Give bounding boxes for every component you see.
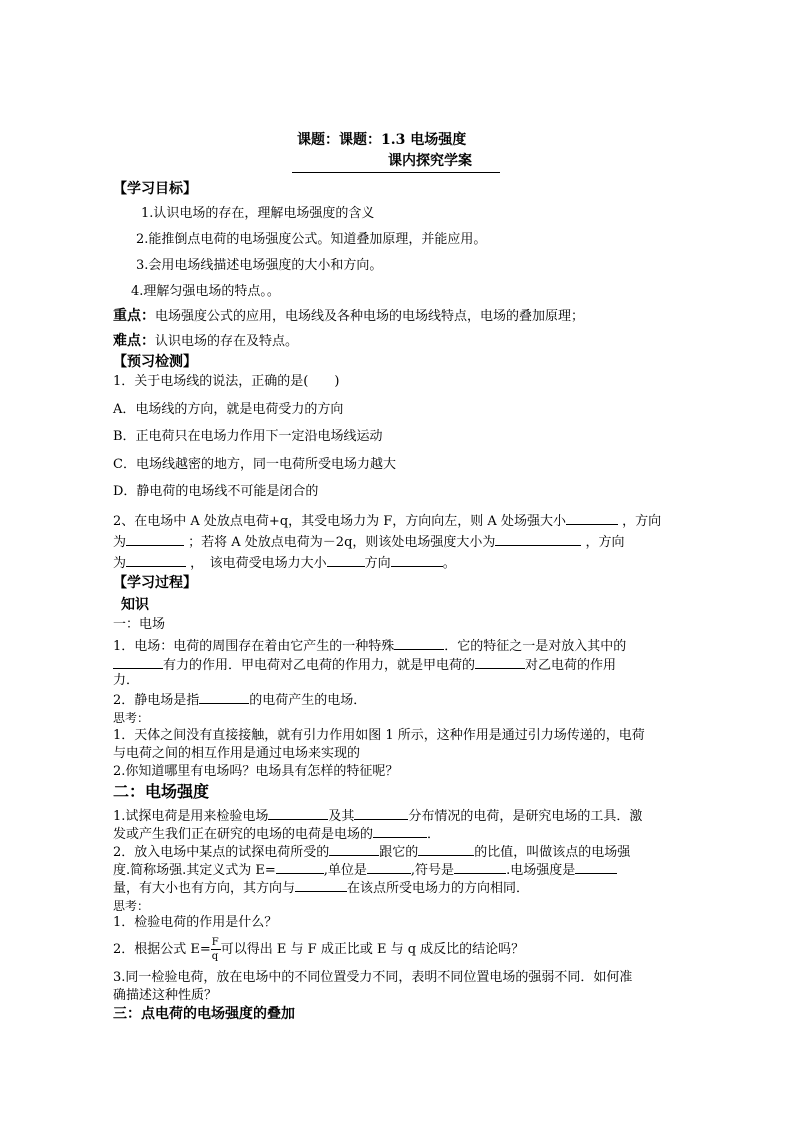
q2-text: ， 该电荷受电场力大小 <box>190 556 327 571</box>
s2-text: ,符号是 <box>410 863 455 878</box>
s2-text: 可以得出 E 与 F 成正比或 E 与 q 成反比的结论吗？ <box>220 942 525 957</box>
q2-text: 2、在电场中 A 处放点电荷+q，其受电场力为 F，方向向左，则 A 处场强大小 <box>113 514 566 529</box>
s1-text: 对乙电荷的作用 <box>525 658 617 673</box>
goal-item: 4.理解匀强电场的特点。。 <box>131 284 280 299</box>
answer-blank[interactable] <box>394 637 444 650</box>
difficulty-text: 认识电场的存在及特点。 <box>155 334 299 349</box>
answer-blank[interactable] <box>373 825 427 838</box>
answer-blank[interactable] <box>454 861 506 874</box>
q2-text: 为 <box>113 535 127 550</box>
section-3-title: 三：点电荷的电场强度的叠加 <box>113 1006 295 1022</box>
s2-text: 发或产生我们正在研究的电场的电荷是电场的 <box>113 827 374 842</box>
s2-text: ． <box>427 827 441 842</box>
s2-text: 1.试探电荷是用来检验电场 <box>113 809 269 824</box>
key-point <box>113 308 584 325</box>
s2-think-3: 3.同一检验电荷，放在电场中的不同位置受力不同，表明不同位置电场的强弱不同．如何准 <box>113 970 633 985</box>
option-a: A．电场线的方向，就是电荷受力的方向 <box>113 402 344 417</box>
goal-item: 3.会用电场线描述电场强度的大小和方向。 <box>136 258 383 273</box>
answer-blank[interactable] <box>566 512 618 525</box>
s2-para-1-cont <box>113 825 440 843</box>
knowledge-heading: 知识 <box>121 597 149 613</box>
s2-text: 2．放入电场中某点的试探电荷所受的 <box>113 845 330 860</box>
s2-text: 度.简称场强.其定义式为 E= <box>113 863 276 878</box>
s2-think-2 <box>113 936 525 962</box>
s1-text: 1．电场：电荷的周围存在着由它产生的一种特殊 <box>113 639 395 654</box>
fraction-denominator: q <box>211 950 219 962</box>
answer-blank[interactable] <box>276 861 324 874</box>
fraction-f-over-q <box>211 936 221 962</box>
q2-text: ，方向 <box>622 514 662 529</box>
s2-think-label: 思考： <box>113 899 150 913</box>
answer-blank[interactable] <box>495 533 581 546</box>
answer-blank[interactable] <box>126 533 184 546</box>
s2-para-1 <box>113 807 642 825</box>
s1-think-2: 2.你知道哪里有电场吗？电场具有怎样的特征呢？ <box>113 764 399 779</box>
difficulty-point <box>113 333 298 350</box>
answer-blank[interactable] <box>327 554 365 567</box>
question-2-line-3 <box>113 554 456 572</box>
q2-text: ，方向 <box>585 535 625 550</box>
section-1-title: 一：电场 <box>113 617 166 632</box>
answer-blank[interactable] <box>475 656 525 669</box>
s1-text: 有力的作用．甲电荷对乙电荷的作用力，就是甲电荷的 <box>163 658 476 673</box>
s1-para-1-end: 力． <box>113 673 140 688</box>
s1-text: 2．静电场是指 <box>113 693 200 708</box>
answer-blank[interactable] <box>354 807 408 820</box>
s2-para-2-end <box>113 879 529 897</box>
key-text: 电场强度公式的应用，电场线及各种电场的电场线特点，电场的叠加原理； <box>155 309 585 324</box>
s1-think-label: 思考： <box>113 711 150 725</box>
page-title: 课题：课题：1.3 电场强度 <box>297 132 467 148</box>
s2-text: 量，有大小也有方向，其方向与 <box>113 881 296 896</box>
option-d: D．静电荷的电场线不可能是闭合的 <box>113 484 319 499</box>
q2-text: 方向 <box>364 556 391 571</box>
q2-text: 。 <box>442 556 456 571</box>
q2-text: 为 <box>113 556 127 571</box>
s1-text: 的电荷产生的电场． <box>249 693 367 708</box>
option-b: B．正电荷只在电场力作用下一定沿电场线运动 <box>113 429 383 444</box>
fraction-numerator: F <box>211 936 219 948</box>
question-1: 1．关于电场线的说法，正确的是( ) <box>113 374 340 389</box>
answer-blank[interactable] <box>329 843 379 856</box>
s2-text: 在该点所受电场力的方向相同． <box>347 881 530 896</box>
answer-blank[interactable] <box>113 656 163 669</box>
q2-text: ；若将 A 处放点电荷为－2q，则该处电场强度大小为 <box>188 535 496 550</box>
goals-heading: 【学习目标】 <box>113 181 197 197</box>
s2-text: .电场强度是 <box>506 863 576 878</box>
preview-heading: 【预习检测】 <box>113 354 197 370</box>
s2-text: 跟它的 <box>379 845 419 860</box>
section-2-title: 二：电场强度 <box>113 782 210 801</box>
s1-text: ．它的特征之一是对放入其中的 <box>444 639 627 654</box>
s2-para-2 <box>113 843 630 861</box>
answer-blank[interactable] <box>199 691 249 704</box>
option-c: C．电场线越密的地方，同一电荷所受电场力越大 <box>113 457 396 472</box>
question-2-line-1 <box>113 512 661 530</box>
s2-para-2-cont <box>113 861 617 879</box>
goal-item: 2.能推倒点电荷的电场强度公式。知道叠加原理，并能应用。 <box>136 232 487 247</box>
s2-text: 2．根据公式 E= <box>113 942 211 957</box>
s1-think-1: 1．天体之间没有直接接触，就有引力作用如图 1 所示，这种作用是通过引力场传递的，电荷 <box>113 728 645 743</box>
s1-para-1-cont <box>113 656 616 674</box>
title-underline <box>292 172 500 173</box>
difficulty-label: 难点： <box>113 333 155 349</box>
s2-think-1: 1．检验电荷的作用是什么？ <box>113 915 278 930</box>
key-label: 重点： <box>113 308 155 324</box>
page-subtitle: 课内探究学案 <box>388 153 472 169</box>
s1-para-2 <box>113 691 366 709</box>
s1-para-1 <box>113 637 626 655</box>
answer-blank[interactable] <box>268 807 328 820</box>
question-2-line-2 <box>113 533 625 551</box>
s2-think-3-cont: 确描述这种性质？ <box>113 988 218 1003</box>
answer-blank[interactable] <box>126 554 186 567</box>
answer-blank[interactable] <box>295 879 347 892</box>
s2-text: ,单位是 <box>323 863 367 878</box>
s2-text: 的比值，叫做该点的电场强 <box>474 845 631 860</box>
process-heading: 【学习过程】 <box>113 575 197 591</box>
answer-blank[interactable] <box>367 861 411 874</box>
answer-blank[interactable] <box>418 843 474 856</box>
s2-text: 分布情况的电荷，是研究电场的工具．激 <box>408 809 643 824</box>
s1-think-1-cont: 与电荷之间的相互作用是通过电场来实现的 <box>113 746 361 761</box>
goal-item: 1.认识电场的存在，理解电场强度的含义 <box>141 206 375 221</box>
s2-text: 及其 <box>328 809 355 824</box>
answer-blank[interactable] <box>575 861 617 874</box>
answer-blank[interactable] <box>391 554 443 567</box>
